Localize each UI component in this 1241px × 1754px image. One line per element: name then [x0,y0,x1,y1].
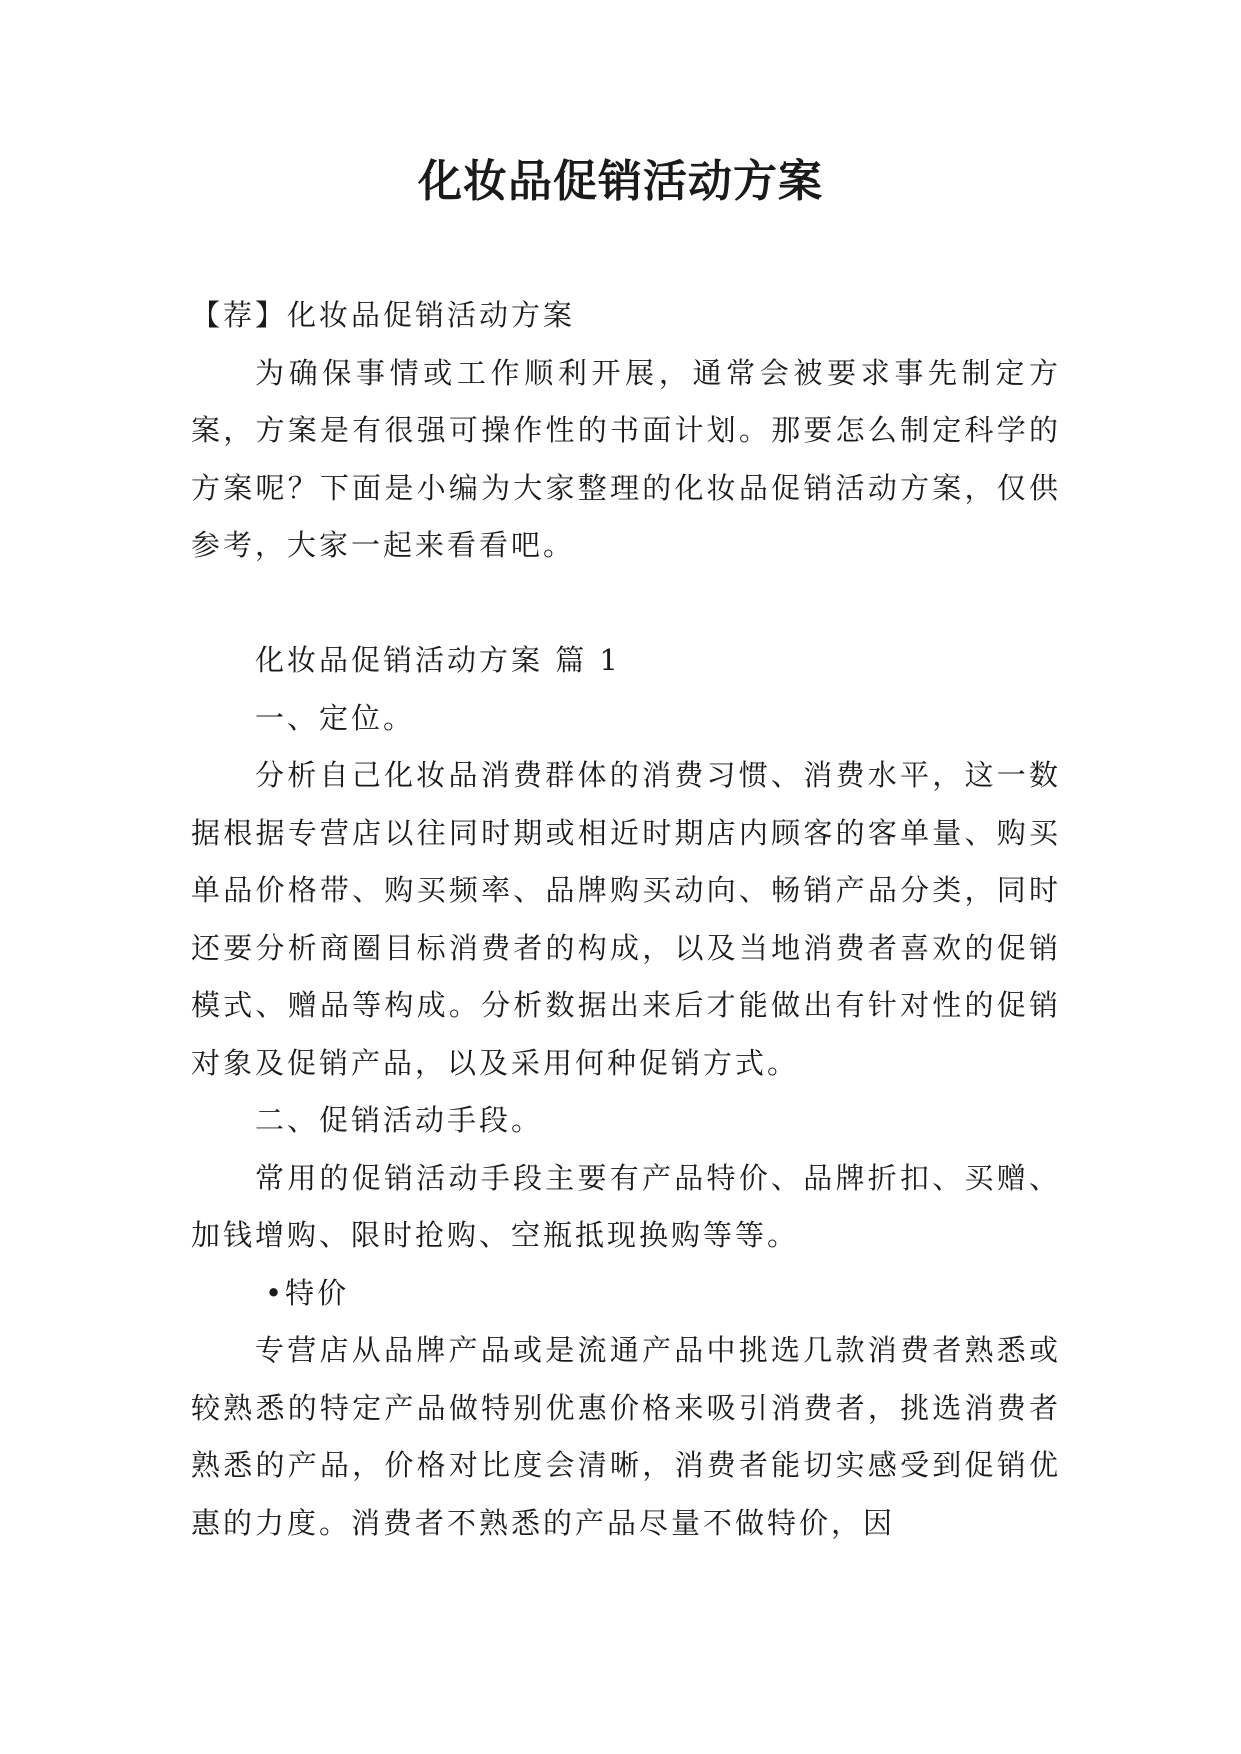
section-heading: 化妆品促销活动方案 篇 1 [255,643,621,677]
bullet-special-price: •特价 [265,1275,350,1310]
document-title: 化妆品促销活动方案 [418,156,823,207]
heading-positioning: 一、定位。 [255,700,416,735]
heading-promotion-methods: 二、促销活动手段。 [255,1103,544,1137]
paragraph-gap [191,575,1061,633]
positioning-paragraph: 分析自己化妆品消费群体的消费习惯、消费水平，这一数据根据专营店以往同时期或相近时期店内顾客的客单量、购买单品价格带、购买频率、品牌购买动向、畅销产品分类，同时还要分析商圈目标消费者的构成，以及当地消费者喜欢的促销模式、赠品等构成。分析数据出来后才能做出有针对性的促销对象及促销产品，以及采用何种促销方式。 [191,758,1061,1080]
special-price-paragraph: 专营店从品牌产品或是流通产品中挑选几款消费者熟悉或较熟悉的特定产品做特别优惠价格来吸引消费者，挑选消费者熟悉的产品，价格对比度会清晰，消费者能切实感受到促销优惠的力度。消费者不熟悉的产品尽量不做特价，因 [191,1333,1061,1540]
intro-paragraph: 为确保事情或工作顺利开展，通常会被要求事先制定方案，方案是有很强可操作性的书面计划。那要怎么制定科学的方案呢？下面是小编为大家整理的化妆品促销活动方案，仅供参考，大家一起来看看吧。 [191,355,1061,562]
document-body [191,287,1061,1552]
recommend-line: 【荐】化妆品促销活动方案 [191,298,576,332]
promotion-methods-paragraph: 常用的促销活动手段主要有产品特价、品牌折扣、买赠、加钱增购、限时抢购、空瓶抵现换购等等。 [191,1160,1061,1252]
